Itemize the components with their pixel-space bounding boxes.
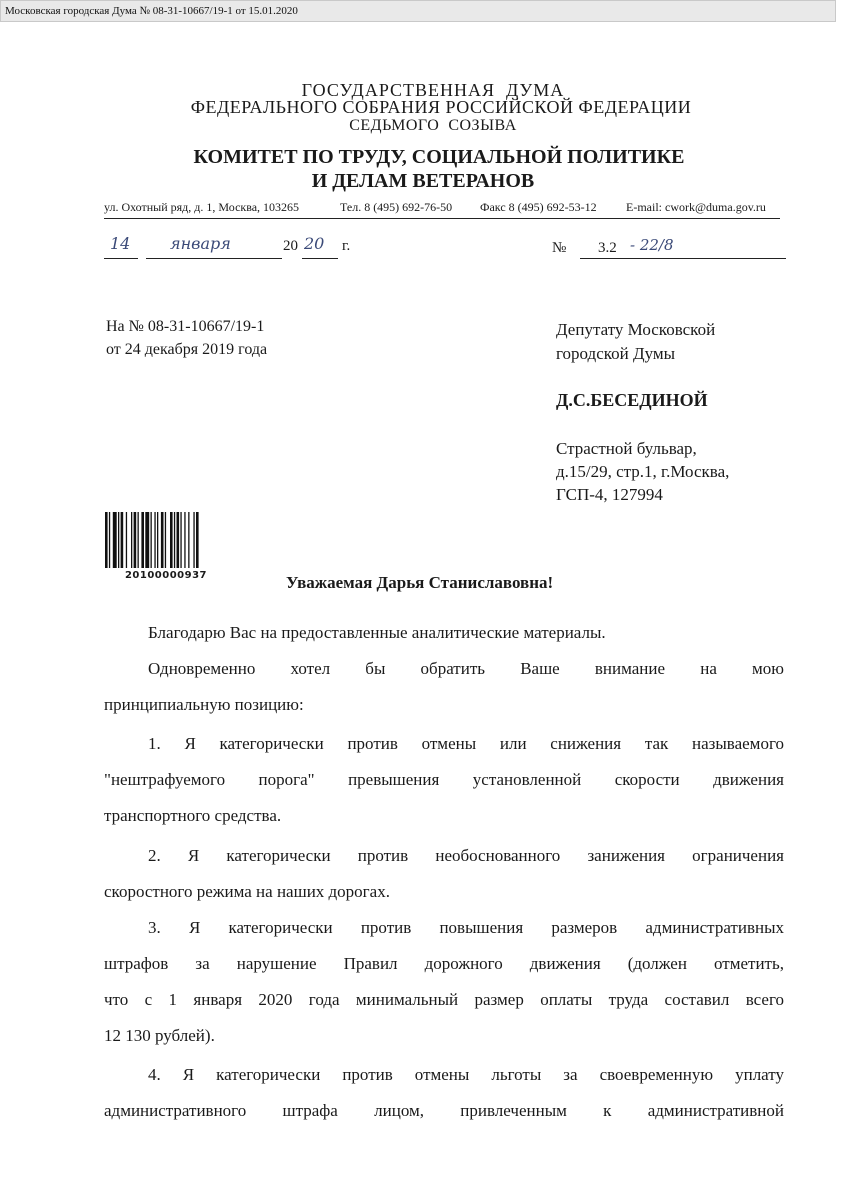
list-item-1 bbox=[104, 726, 784, 834]
paragraph-line: Одновременно хотел бы обратить Ваше внимание на мою bbox=[148, 659, 784, 678]
date-year-handwritten: 20 bbox=[304, 234, 325, 253]
reference-number: На № 08-31-10667/19-1 bbox=[106, 318, 265, 335]
paragraph-line: Благодарю Вас на предоставленные аналитические материалы. bbox=[148, 623, 606, 642]
reference-date: от 24 декабря 2019 года bbox=[106, 341, 268, 358]
barcode-bar bbox=[151, 512, 152, 568]
paragraph-line: что с 1 января 2020 года минимальный размер оплаты труда составил всего bbox=[104, 990, 784, 1009]
paragraph-line: 3. Я категорически против повышения размеров административных bbox=[148, 918, 784, 937]
barcode-bar bbox=[105, 512, 108, 568]
paragraph-line: принципиальную позицию: bbox=[104, 695, 304, 714]
barcode-bar bbox=[165, 512, 166, 568]
addressee-address1: Страстной бульвар, bbox=[556, 439, 697, 458]
contact-email: E-mail: cwork@duma.gov.ru bbox=[626, 200, 766, 214]
paragraph-line: штрафов за нарушение Правил дорожного движения (должен отметить, bbox=[104, 954, 784, 973]
barcode-bar bbox=[134, 512, 137, 568]
registration-label: № bbox=[552, 240, 567, 256]
barcode-bar bbox=[161, 512, 164, 568]
committee-title-line1: КОМИТЕТ ПО ТРУДУ, СОЦИАЛЬНОЙ ПОЛИТИКЕ bbox=[193, 146, 685, 168]
barcode-bar bbox=[170, 512, 173, 568]
contact-address: ул. Охотный ряд, д. 1, Москва, 103265 bbox=[104, 200, 300, 214]
barcode-bar bbox=[157, 512, 158, 568]
barcode-bar bbox=[109, 512, 110, 568]
barcode-bar bbox=[196, 512, 199, 568]
paragraph-line: административного штрафа лицом, привлеченным к административной bbox=[104, 1101, 784, 1120]
barcode-bar bbox=[193, 512, 194, 568]
barcode-bar bbox=[145, 512, 149, 568]
addressee-address3: ГСП-4, 127994 bbox=[556, 485, 663, 504]
barcode-bar bbox=[188, 512, 189, 568]
paragraph-line: 4. Я категорически против отмены льготы за своевременную уплату bbox=[148, 1065, 784, 1084]
addressee-address2: д.15/29, стр.1, г.Москва, bbox=[556, 462, 730, 481]
barcode-bar bbox=[180, 512, 181, 568]
barcode-bar bbox=[141, 512, 144, 568]
date-day: 14 bbox=[110, 234, 131, 253]
paragraph-position bbox=[104, 651, 784, 723]
list-item-2 bbox=[104, 838, 784, 910]
list-item-3 bbox=[104, 910, 784, 1054]
paragraph-line: 2. Я категорически против необоснованного занижения ограничения bbox=[148, 846, 784, 865]
letterhead-federal-assembly: ФЕДЕРАЛЬНОГО СОБРАНИЯ РОССИЙСКОЙ ФЕДЕРАЦИИ bbox=[190, 97, 692, 117]
barcode-bar bbox=[113, 512, 117, 568]
paragraph-line: транспортного средства. bbox=[104, 806, 282, 825]
barcode-bar bbox=[118, 512, 119, 568]
barcode-bar bbox=[121, 512, 124, 568]
addressee-line1: Депутату Московской bbox=[556, 320, 716, 339]
contact-phone: Тел. 8 (495) 692-76-50 bbox=[340, 200, 453, 214]
letterhead-convocation: СЕДЬМОГО СОЗЫВА bbox=[349, 117, 517, 134]
barcode-bar bbox=[177, 512, 180, 568]
barcode-image bbox=[103, 512, 229, 568]
letterhead-contacts bbox=[104, 200, 780, 219]
date-month: января bbox=[170, 234, 231, 253]
barcode-bar bbox=[174, 512, 175, 568]
barcode-number: 20100000937 bbox=[124, 570, 208, 581]
paragraph-thanks bbox=[104, 615, 784, 651]
barcode-bar bbox=[138, 512, 139, 568]
committee-title-line2: И ДЕЛАМ ВЕТЕРАНОВ bbox=[311, 170, 535, 192]
addressee-line2: городской Думы bbox=[556, 344, 676, 363]
barcode-bar bbox=[126, 512, 127, 568]
addressee-name: Д.С.БЕСЕДИНОЙ bbox=[556, 390, 708, 410]
paragraph-line: "нештрафуемого порога" превышения установленной скорости движения bbox=[104, 770, 784, 789]
barcode-bar bbox=[184, 512, 185, 568]
barcode-bar bbox=[131, 512, 132, 568]
registration-number: 3.2 bbox=[598, 240, 617, 256]
document-header-bar bbox=[0, 0, 836, 22]
date-suffix: г. bbox=[342, 238, 351, 254]
paragraph-line: скоростного режима на наших дорогах. bbox=[104, 882, 390, 901]
contact-fax: Факс 8 (495) 692-53-12 bbox=[480, 200, 597, 214]
date-year-prefix: 20 bbox=[283, 238, 298, 254]
paragraph-line: 12 130 рублей). bbox=[104, 1026, 215, 1045]
list-item-4 bbox=[104, 1057, 784, 1129]
letterhead-state-duma: ГОСУДАРСТВЕННАЯ ДУМА bbox=[301, 80, 565, 100]
barcode-bar bbox=[154, 512, 155, 568]
salutation: Уважаемая Дарья Станиславовна! bbox=[286, 573, 554, 592]
document-header-text: Московская городская Дума № 08-31-10667/19-1 от 15.01.2020 bbox=[5, 5, 298, 17]
registration-handwritten: - 22/8 bbox=[630, 236, 674, 254]
paragraph-line: 1. Я категорически против отмены или снижения так называемого bbox=[148, 734, 784, 753]
